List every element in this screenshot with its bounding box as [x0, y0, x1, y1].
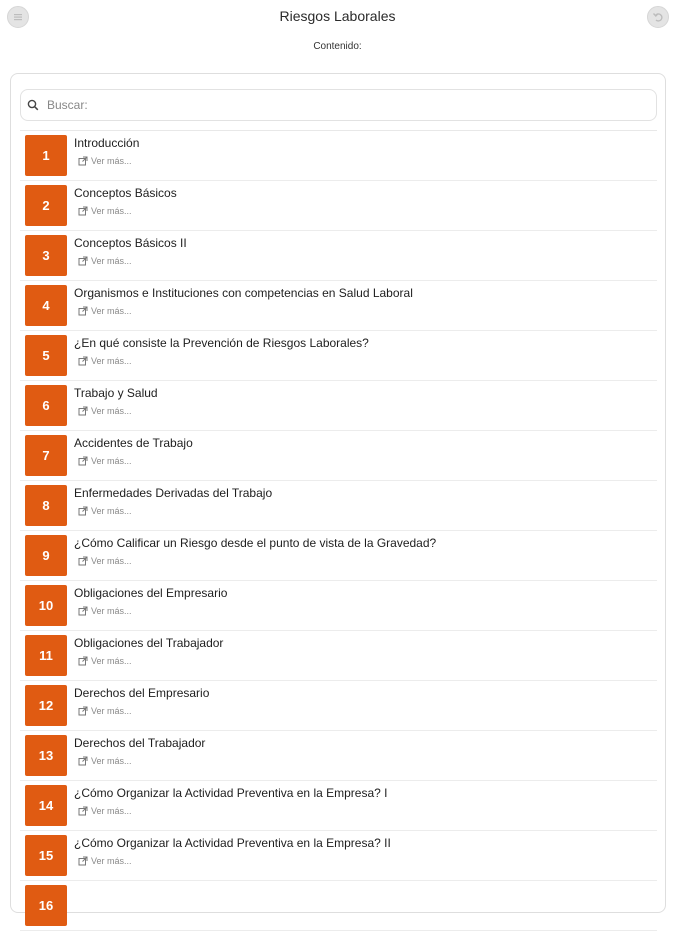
external-link-icon — [78, 206, 88, 216]
see-more-link[interactable] — [78, 756, 132, 766]
see-more-label: Ver más... — [91, 356, 132, 366]
item-title: Enfermedades Derivadas del Trabajo — [74, 486, 273, 500]
list-item[interactable] — [20, 781, 657, 831]
item-number-badge: 7 — [25, 435, 67, 476]
item-title: ¿En qué consiste la Prevención de Riesgos Laborales? — [74, 336, 369, 350]
item-title: Accidentes de Trabajo — [74, 436, 193, 450]
list-item[interactable] — [20, 181, 657, 231]
list-item[interactable] — [20, 231, 657, 281]
external-link-icon — [78, 356, 88, 366]
item-number-badge: 2 — [25, 185, 67, 226]
list-item[interactable] — [20, 131, 657, 181]
see-more-link[interactable] — [78, 256, 132, 266]
see-more-label: Ver más... — [91, 656, 132, 666]
external-link-icon — [78, 406, 88, 416]
list-item[interactable] — [20, 281, 657, 331]
item-title: ¿Cómo Organizar la Actividad Preventiva en la Empresa? I — [74, 786, 388, 800]
content-label: Contenido: — [313, 41, 362, 52]
list-item[interactable] — [20, 431, 657, 481]
see-more-label: Ver más... — [91, 806, 132, 816]
list-item[interactable] — [20, 731, 657, 781]
item-title: Obligaciones del Empresario — [74, 586, 228, 600]
item-title: Trabajo y Salud — [74, 386, 158, 400]
item-number-badge: 16 — [25, 885, 67, 926]
see-more-label: Ver más... — [91, 406, 132, 416]
search-input[interactable] — [45, 97, 629, 113]
item-number-badge: 3 — [25, 235, 67, 276]
external-link-icon — [78, 856, 88, 866]
external-link-icon — [78, 756, 88, 766]
see-more-link[interactable] — [78, 706, 132, 716]
item-number-badge: 14 — [25, 785, 67, 826]
see-more-link[interactable] — [78, 156, 132, 166]
item-title: Introducción — [74, 136, 140, 150]
external-link-icon — [78, 656, 88, 666]
external-link-icon — [78, 806, 88, 816]
see-more-link[interactable] — [78, 556, 132, 566]
see-more-label: Ver más... — [91, 556, 132, 566]
see-more-label: Ver más... — [91, 506, 132, 516]
list-item[interactable] — [20, 381, 657, 431]
list-item[interactable] — [20, 681, 657, 731]
see-more-link[interactable] — [78, 456, 132, 466]
see-more-link[interactable] — [78, 206, 132, 216]
external-link-icon — [78, 456, 88, 466]
list-item[interactable] — [20, 331, 657, 381]
item-number-badge: 13 — [25, 735, 67, 776]
back-button[interactable] — [647, 6, 669, 28]
item-title: ¿Cómo Calificar un Riesgo desde el punto de vista de la Gravedad? — [74, 536, 437, 550]
item-title: Conceptos Básicos — [74, 186, 177, 200]
page-title: Riesgos Laborales — [279, 8, 396, 24]
see-more-label: Ver más... — [91, 706, 132, 716]
external-link-icon — [78, 606, 88, 616]
search-bar[interactable] — [20, 89, 657, 121]
see-more-label: Ver más... — [91, 206, 132, 216]
item-number-badge: 6 — [25, 385, 67, 426]
see-more-label: Ver más... — [91, 156, 132, 166]
see-more-link[interactable] — [78, 806, 132, 816]
see-more-link[interactable] — [78, 406, 132, 416]
list-item[interactable] — [20, 481, 657, 531]
item-title: ¿Cómo Organizar la Actividad Preventiva en la Empresa? II — [74, 836, 391, 850]
see-more-link[interactable] — [78, 856, 132, 866]
see-more-link[interactable] — [78, 656, 132, 666]
item-number-badge: 4 — [25, 285, 67, 326]
item-title: Conceptos Básicos II — [74, 236, 187, 250]
item-number-badge: 15 — [25, 835, 67, 876]
item-title: Obligaciones del Trabajador — [74, 636, 224, 650]
item-number-badge: 9 — [25, 535, 67, 576]
list-item[interactable] — [20, 631, 657, 681]
item-number-badge: 5 — [25, 335, 67, 376]
item-title: Derechos del Empresario — [74, 686, 210, 700]
see-more-label: Ver más... — [91, 606, 132, 616]
item-title: Organismos e Instituciones con competencias en Salud Laboral — [74, 286, 413, 300]
external-link-icon — [78, 556, 88, 566]
item-number-badge: 10 — [25, 585, 67, 626]
item-title: Derechos del Trabajador — [74, 736, 206, 750]
list-item[interactable] — [20, 831, 657, 881]
list-item[interactable] — [20, 531, 657, 581]
see-more-link[interactable] — [78, 356, 132, 366]
content-list — [20, 130, 657, 931]
see-more-label: Ver más... — [91, 456, 132, 466]
external-link-icon — [78, 306, 88, 316]
item-number-badge: 11 — [25, 635, 67, 676]
see-more-link[interactable] — [78, 506, 132, 516]
item-number-badge: 12 — [25, 685, 67, 726]
see-more-label: Ver más... — [91, 856, 132, 866]
external-link-icon — [78, 256, 88, 266]
list-item[interactable] — [20, 581, 657, 631]
see-more-label: Ver más... — [91, 306, 132, 316]
top-bar — [0, 0, 675, 66]
external-link-icon — [78, 156, 88, 166]
external-link-icon — [78, 506, 88, 516]
search-icon — [27, 99, 39, 111]
see-more-link[interactable] — [78, 606, 132, 616]
external-link-icon — [78, 706, 88, 716]
list-item[interactable] — [20, 881, 657, 931]
item-number-badge: 8 — [25, 485, 67, 526]
see-more-link[interactable] — [78, 306, 132, 316]
see-more-label: Ver más... — [91, 256, 132, 266]
item-number-badge: 1 — [25, 135, 67, 176]
see-more-label: Ver más... — [91, 756, 132, 766]
undo-icon — [652, 11, 664, 23]
